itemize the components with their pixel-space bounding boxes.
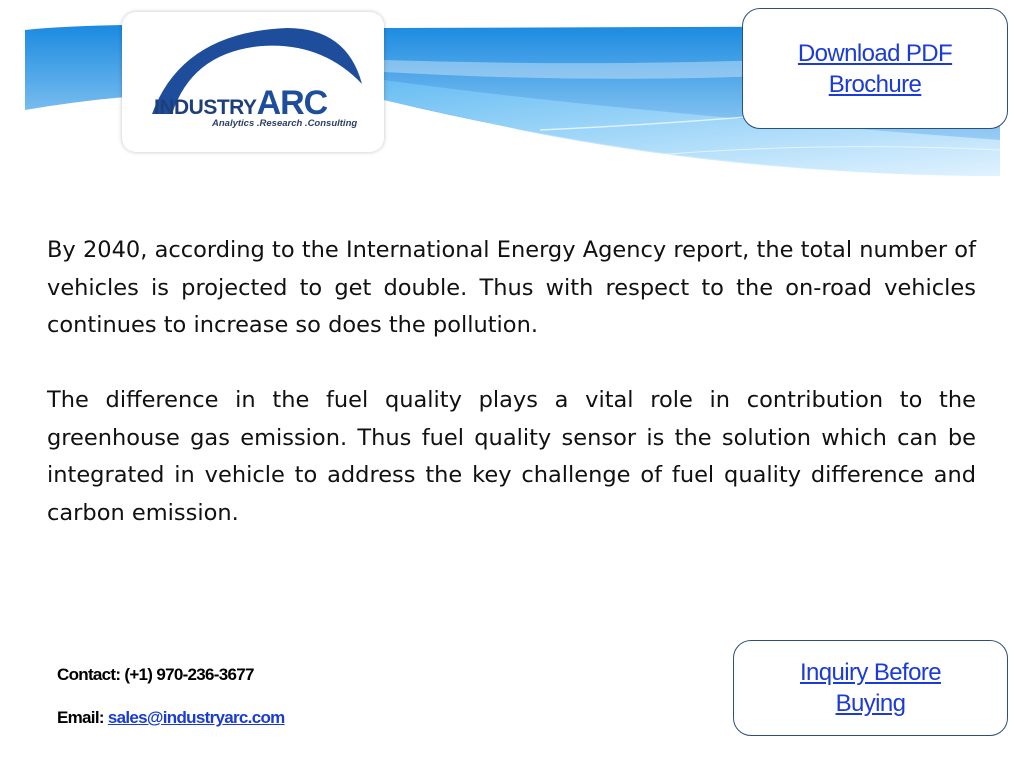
logo-arc-icon: [122, 12, 384, 152]
company-logo: [122, 12, 384, 152]
logo-word-industry: INDUSTRY: [154, 96, 257, 119]
logo-tagline: Analytics .Research .Consulting: [212, 118, 358, 129]
download-pdf-link[interactable]: Download PDF Brochure: [797, 39, 953, 98]
email-label: Email:: [57, 708, 104, 727]
inquiry-box: [733, 640, 1008, 736]
paragraph-1: By 2040, according to the International Energy Agency report, the total number of vehicles is projected to get double. Thus with respect to the on-road vehicles continues to increase so does the pollution.: [47, 237, 976, 338]
download-pdf-box: [742, 8, 1008, 129]
phone-label: Contact: (+1): [57, 665, 153, 684]
main-content: [47, 232, 976, 570]
paragraph-2: The difference in the fuel quality plays a vital role in contribution to the greenhouse gas emission. Thus fuel quality sensor is the solution which can be integrated in vehicle to address the key challenge of fuel quality difference and carbon emission.: [47, 387, 976, 526]
logo-word-arc: ARC: [256, 84, 328, 122]
email-link[interactable]: sales@industryarc.com: [107, 708, 285, 727]
contact-phone: [57, 665, 254, 685]
contact-email: [57, 708, 285, 728]
inquiry-link[interactable]: Inquiry Before Buying: [799, 659, 941, 717]
phone-number: 970-236-3677: [156, 665, 254, 684]
